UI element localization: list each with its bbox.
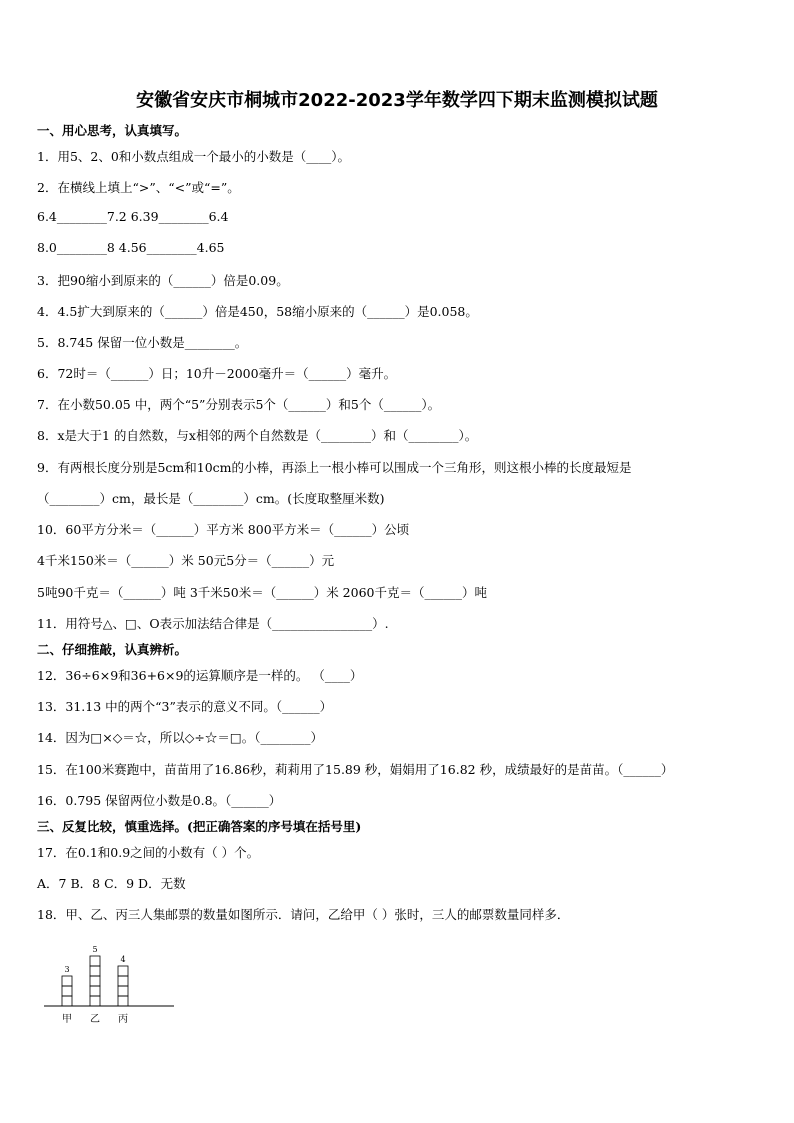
question-10: 10．60平方分米＝（______）平方米 800平方米＝（______）公顷 bbox=[37, 522, 410, 537]
question-8: 8．x是大于1 的自然数，与x相邻的两个自然数是（________）和（________）。 bbox=[37, 428, 478, 443]
question-10-row-3: 5吨90千克＝（______）吨 3千米50米＝（______）米 2060千克＝（______）吨 bbox=[37, 585, 487, 600]
bar-value-label: 5 bbox=[92, 945, 98, 954]
bar-乙-cell bbox=[90, 996, 100, 1006]
question-10-row-2: 4千米150米＝（______）米 50元5分＝（______）元 bbox=[37, 553, 335, 568]
question-3: 3．把90缩小到原来的（______）倍是0.09。 bbox=[37, 273, 289, 288]
question-1: 1．用5、2、0和小数点组成一个最小的小数是（____）。 bbox=[37, 149, 351, 164]
question-2: 2．在横线上填上“>”、“<”或“=”。 bbox=[37, 180, 240, 195]
bar-value-label: 4 bbox=[120, 955, 126, 964]
stamp-count-chart bbox=[44, 930, 184, 1030]
bar-乙-cell bbox=[90, 966, 100, 976]
section-1-heading: 一、用心思考，认真填写。 bbox=[37, 123, 188, 138]
bar-丙-cell bbox=[118, 966, 128, 976]
question-2-row-1: 6.4________7.2 6.39________6.4 bbox=[37, 209, 229, 224]
category-label: 甲 bbox=[62, 1014, 72, 1025]
bar-丙-cell bbox=[118, 986, 128, 996]
question-12: 12．36÷6×9和36+6×9的运算顺序是一样的。 （____） bbox=[37, 668, 363, 683]
bar-甲-cell bbox=[62, 986, 72, 996]
question-11: 11．用符号△、□、O表示加法结合律是（________________）. bbox=[37, 616, 389, 631]
page-title: 安徽省安庆市桐城市2022-2023学年数学四下期末监测模拟试题 bbox=[136, 90, 658, 111]
bar-乙-cell bbox=[90, 956, 100, 966]
question-9-continued: （________）cm，最长是（________）cm。(长度取整厘米数) bbox=[37, 491, 385, 506]
question-7: 7．在小数50.05 中，两个“5”分别表示5个（______）和5个（______）。 bbox=[37, 397, 441, 412]
bar-value-label: 3 bbox=[64, 965, 70, 974]
question-14: 14．因为□×◇＝☆，所以◇÷☆＝□。（________） bbox=[37, 730, 323, 745]
question-17: 17．在0.1和0.9之间的小数有（ ）个。 bbox=[37, 845, 260, 860]
question-16: 16．0.795 保留两位小数是0.8。（______） bbox=[37, 793, 282, 808]
question-6: 6．72时＝（______）日；10升－2000毫升＝（______）毫升。 bbox=[37, 366, 397, 381]
question-17-options: A．7 B．8 C．9 D．无数 bbox=[37, 876, 186, 891]
question-5: 5．8.745 保留一位小数是________。 bbox=[37, 335, 248, 350]
bar-甲-cell bbox=[62, 976, 72, 986]
category-label: 丙 bbox=[118, 1014, 128, 1025]
section-2-heading: 二、仔细推敲，认真辨析。 bbox=[37, 642, 188, 657]
question-18: 18．甲、乙、丙三人集邮票的数量如图所示．请问，乙给甲（ ）张时，三人的邮票数量同样多． bbox=[37, 907, 570, 922]
section-3-heading: 三、反复比较，慎重选择。(把正确答案的序号填在括号里) bbox=[37, 819, 362, 834]
bar-乙-cell bbox=[90, 986, 100, 996]
category-label: 乙 bbox=[90, 1014, 100, 1025]
bar-乙-cell bbox=[90, 976, 100, 986]
bar-甲-cell bbox=[62, 996, 72, 1006]
question-2-row-2: 8.0________8 4.56________4.65 bbox=[37, 240, 225, 255]
bar-丙-cell bbox=[118, 976, 128, 986]
question-13: 13．31.13 中的两个“3”表示的意义不同。（______） bbox=[37, 699, 333, 714]
bar-丙-cell bbox=[118, 996, 128, 1006]
question-9: 9．有两根长度分别是5cm和10cm的小棒，再添上一根小棒可以围成一个三角形，则这根小棒的长度最短是 bbox=[37, 460, 632, 475]
question-4: 4．4.5扩大到原来的（______）倍是450，58缩小原来的（______）是0.058。 bbox=[37, 304, 478, 319]
question-15: 15．在100米赛跑中，苗苗用了16.86秒，莉莉用了15.89 秒，娟娟用了16.82 秒，成绩最好的是苗苗。（______） bbox=[37, 762, 674, 777]
